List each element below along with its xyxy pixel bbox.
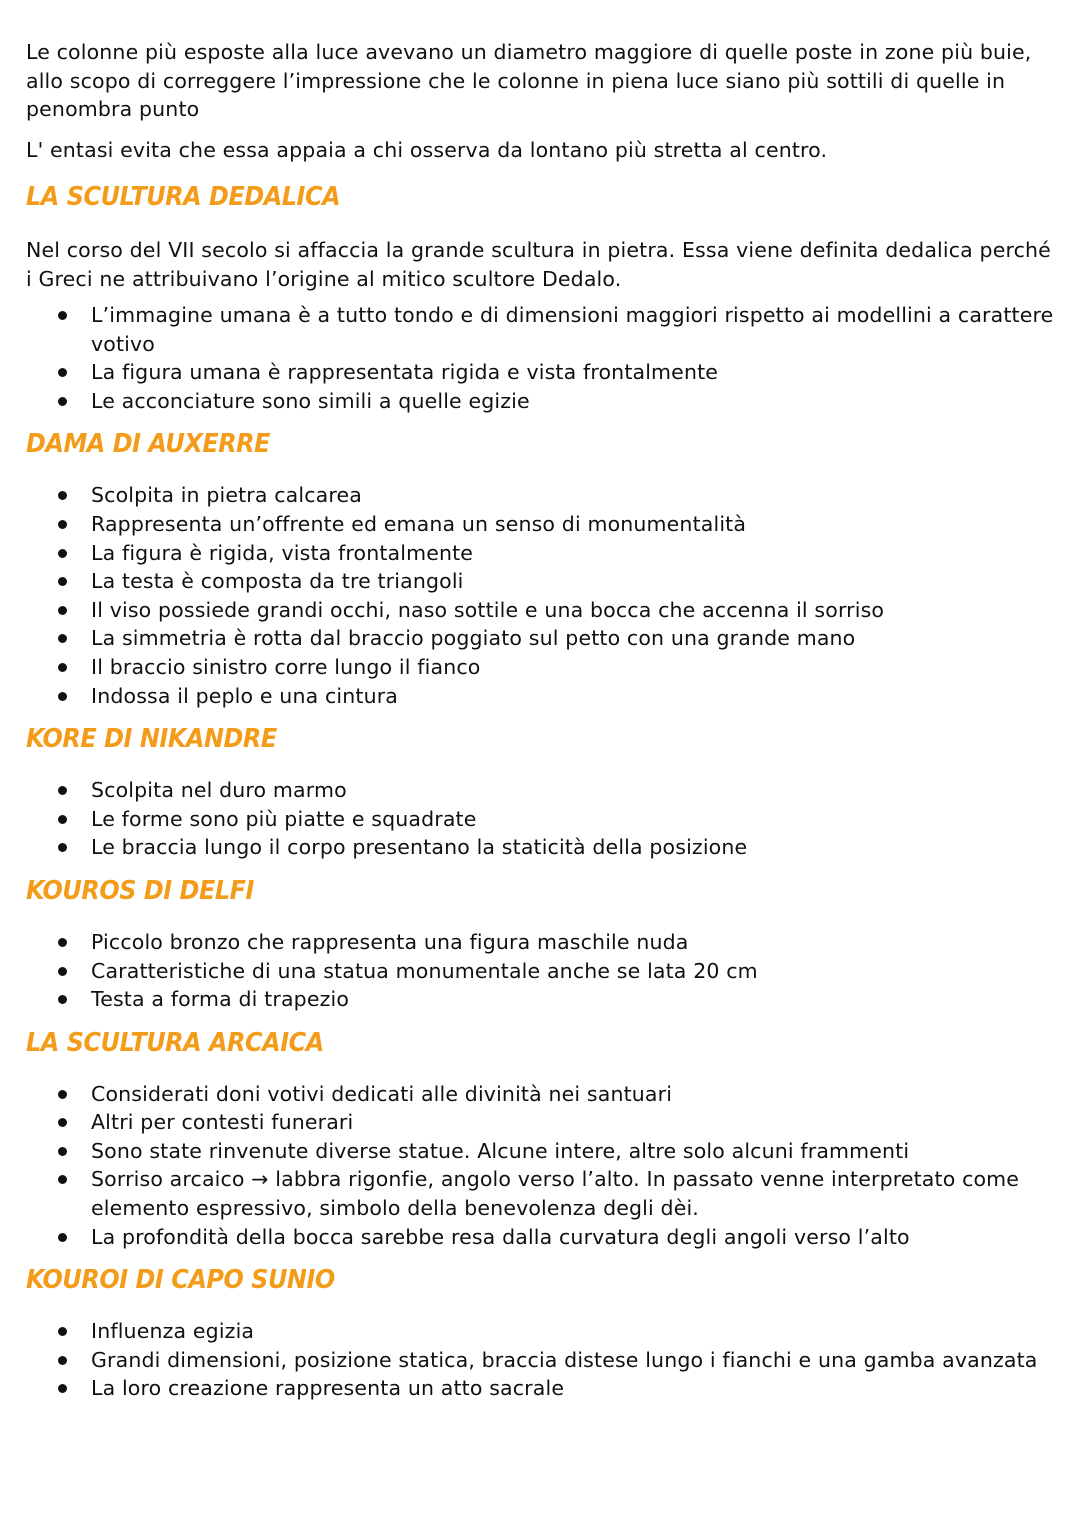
section-paragraph-scultura-dedalica: Nel corso del VII secolo si affaccia la grande scultura in pietra. Essa viene definita dedalica perché i Greci ne attribuivano l’origine al mitico scultore Dedalo. <box>26 238 1051 291</box>
list-item: Sono state rinvenute diverse statue. Alcune intere, altre solo alcuni frammenti <box>26 1137 1056 1166</box>
section-heading-kouros-di-delfi: KOUROS DI DELFI <box>26 875 254 906</box>
bullet-icon <box>58 1175 67 1184</box>
bullet-icon <box>58 1118 67 1127</box>
bullet-icon <box>58 520 67 529</box>
section-heading-scultura-dedalica: LA SCULTURA DEDALICA <box>26 182 341 212</box>
list-item: La testa è composta da tre triangoli <box>26 567 1056 596</box>
document-page <box>26 38 1056 1403</box>
list-item: La simmetria è rotta dal braccio poggiato sul petto con una grande mano <box>26 624 1056 653</box>
bullet-icon <box>58 1356 67 1365</box>
list-item: Scolpita in pietra calcarea <box>26 481 1056 510</box>
bullet-list-scultura-dedalica <box>26 301 1056 415</box>
list-item: Le acconciature sono simili a quelle egizie <box>26 387 1056 416</box>
section-heading-dama-di-auxerre: DAMA DI AUXERRE <box>26 429 271 460</box>
bullet-icon <box>58 1327 67 1336</box>
bullet-icon <box>58 967 67 976</box>
bullet-icon <box>58 1384 67 1393</box>
bullet-icon <box>58 549 67 558</box>
list-item: Altri per contesti funerari <box>26 1108 1056 1137</box>
list-item: Il braccio sinistro corre lungo il fianco <box>26 653 1056 682</box>
list-item: Testa a forma di trapezio <box>26 985 1056 1014</box>
bullet-icon <box>58 663 67 672</box>
list-item: Influenza egizia <box>26 1317 1056 1346</box>
list-item: Rappresenta un’offrente ed emana un senso di monumentalità <box>26 510 1056 539</box>
list-item: La figura umana è rappresentata rigida e vista frontalmente <box>26 358 1056 387</box>
list-item: La profondità della bocca sarebbe resa dalla curvatura degli angoli verso l’alto <box>26 1223 1056 1252</box>
bullet-list-kore-di-nikandre <box>26 776 1056 862</box>
bullet-icon <box>58 1147 67 1156</box>
bullet-icon <box>58 634 67 643</box>
list-item: Sorriso arcaico → labbra rigonfie, angolo verso l’alto. In passato venne interpretato come elemento espressivo, simbolo della benevolenza degli dèi. <box>26 1165 1056 1222</box>
intro-paragraph-2: L' entasi evita che essa appaia a chi osserva da lontano più stretta al centro. <box>26 137 828 162</box>
list-item: Indossa il peplo e una cintura <box>26 682 1056 711</box>
bullet-icon <box>58 368 67 377</box>
list-item: Considerati doni votivi dedicati alle divinità nei santuari <box>26 1080 1056 1109</box>
list-item: La figura è rigida, vista frontalmente <box>26 539 1056 568</box>
list-item: Il viso possiede grandi occhi, naso sottile e una bocca che accenna il sorriso <box>26 596 1056 625</box>
list-item: Caratteristiche di una statua monumentale anche se lata 20 cm <box>26 957 1056 986</box>
bullet-icon <box>58 311 67 320</box>
bullet-list-dama-di-auxerre <box>26 481 1056 710</box>
bullet-icon <box>58 1233 67 1242</box>
bullet-icon <box>58 397 67 406</box>
bullet-icon <box>58 606 67 615</box>
bullet-list-kouroi-di-capo-sunio <box>26 1317 1056 1403</box>
bullet-icon <box>58 692 67 701</box>
section-heading-scultura-arcaica: LA SCULTURA ARCAICA <box>26 1027 324 1058</box>
bullet-icon <box>58 1090 67 1099</box>
bullet-icon <box>58 577 67 586</box>
list-item: Piccolo bronzo che rappresenta una figura maschile nuda <box>26 928 1056 957</box>
bullet-list-kouros-di-delfi <box>26 928 1056 1014</box>
bullet-icon <box>58 843 67 852</box>
intro-paragraph-1: Le colonne più esposte alla luce avevano un diametro maggiore di quelle poste in zone più buie, allo scopo di correggere l’impressione che le colonne in piena luce siano più sottili di quelle in penombra punto <box>26 40 1032 121</box>
list-item: Scolpita nel duro marmo <box>26 776 1056 805</box>
list-item: L’immagine umana è a tutto tondo e di dimensioni maggiori rispetto ai modellini a carattere votivo <box>26 301 1056 358</box>
list-item: Le braccia lungo il corpo presentano la staticità della posizione <box>26 833 1056 862</box>
list-item: Grandi dimensioni, posizione statica, braccia distese lungo i fianchi e una gamba avanzata <box>26 1346 1056 1375</box>
bullet-icon <box>58 491 67 500</box>
list-item: Le forme sono più piatte e squadrate <box>26 805 1056 834</box>
list-item: La loro creazione rappresenta un atto sacrale <box>26 1374 1056 1403</box>
bullet-icon <box>58 815 67 824</box>
bullet-icon <box>58 786 67 795</box>
bullet-icon <box>58 938 67 947</box>
bullet-list-scultura-arcaica <box>26 1080 1056 1252</box>
section-heading-kore-di-nikandre: KORE DI NIKANDRE <box>26 724 277 755</box>
section-heading-kouroi-di-capo-sunio: KOUROI DI CAPO SUNIO <box>26 1265 335 1296</box>
bullet-icon <box>58 995 67 1004</box>
